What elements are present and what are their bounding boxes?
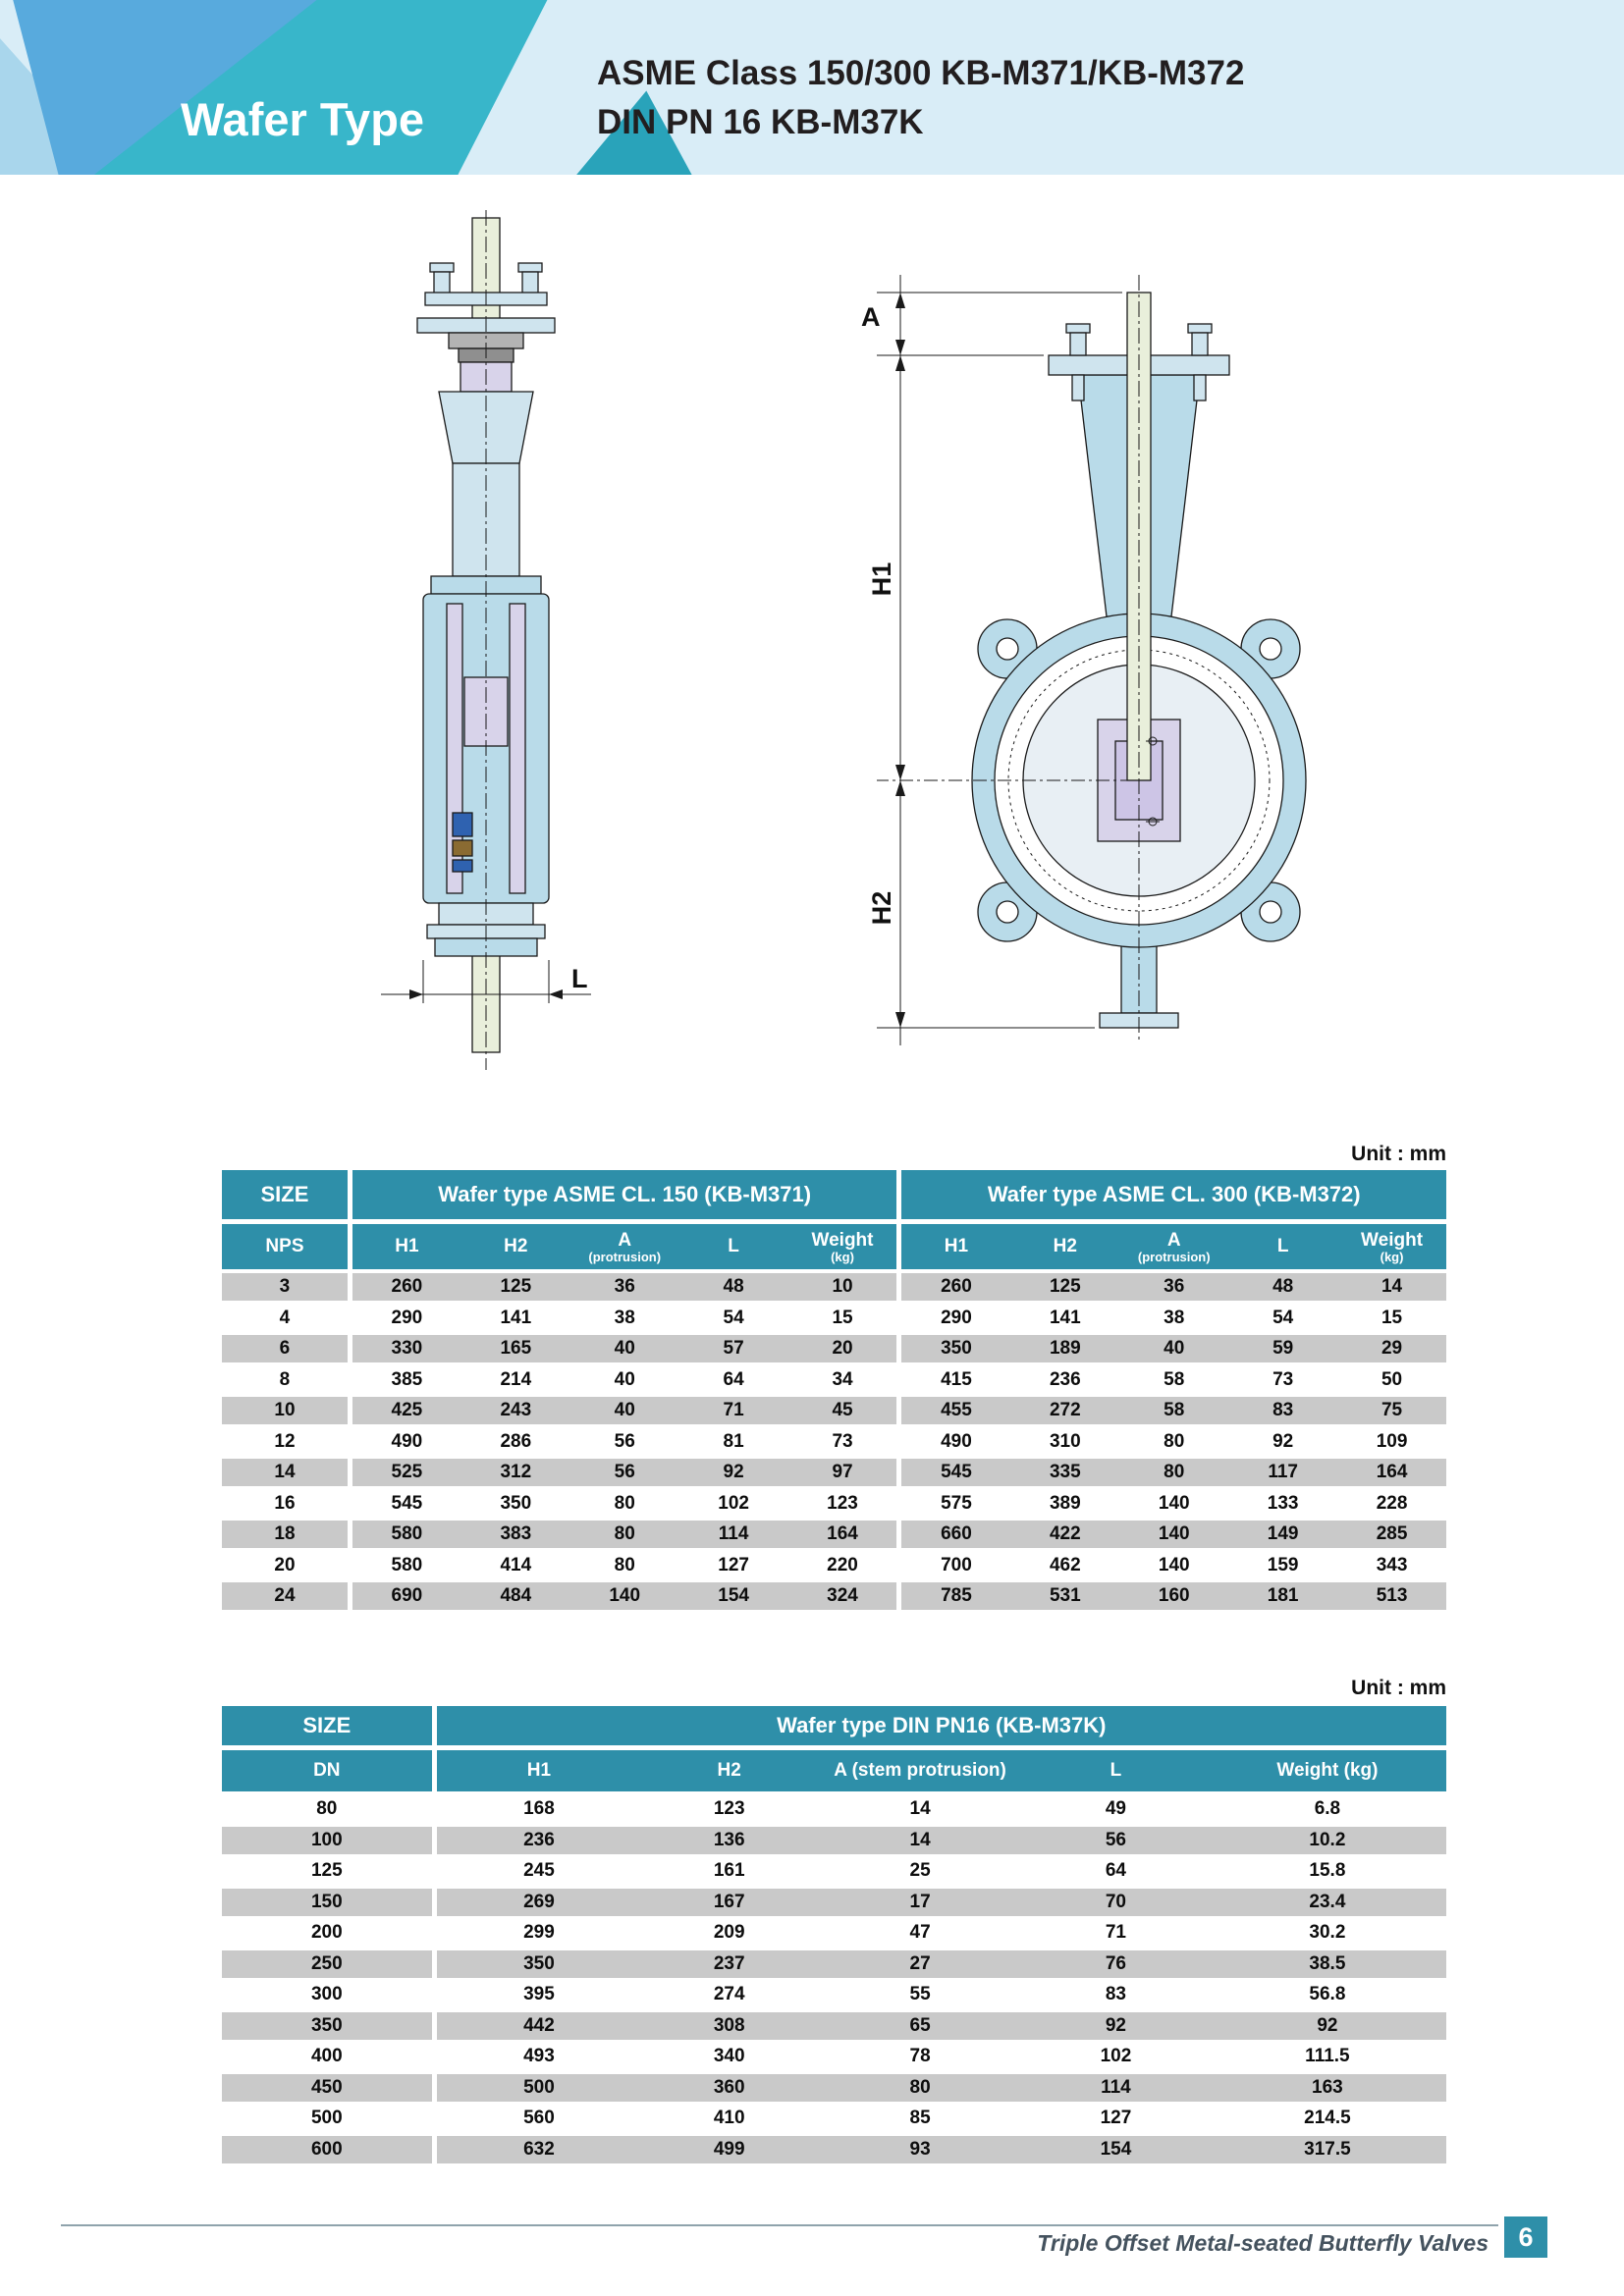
table-cell: 340 (713, 2046, 745, 2066)
table-cell: 56 (570, 1459, 679, 1486)
table-subheader-row (222, 1224, 1446, 1269)
table-subheader-row (222, 1750, 1446, 1791)
table-cell: 310 (1049, 1430, 1081, 1452)
table-row (222, 1521, 1446, 1548)
table-row (222, 1335, 1446, 1362)
table-cell: Weight (kg) (1337, 1224, 1446, 1269)
table-cell: 125 (461, 1273, 570, 1301)
table-cell: 14 (1337, 1273, 1446, 1301)
page-number-badge: 6 (1504, 2216, 1547, 2258)
table-cell: 400 (310, 2046, 343, 2066)
table-cell: NPS (222, 1224, 348, 1269)
table-cell: 410 (713, 2108, 745, 2128)
table-cell: 141 (1049, 1307, 1081, 1328)
table-cell: 500 (437, 2074, 642, 2102)
table-cell: 15 (832, 1307, 853, 1328)
table-cell: 6 (222, 1335, 348, 1362)
table-cell: 250 (222, 1950, 432, 1978)
table-cell: 140 (1158, 1492, 1190, 1514)
table-cell: 450 (222, 2074, 432, 2102)
table-cell: 286 (500, 1430, 532, 1452)
table-cell: Weight (kg) (788, 1224, 897, 1269)
bolt-hole (997, 901, 1018, 923)
table-cell: A (protrusion) (570, 1224, 679, 1269)
table-cell: 18 (222, 1521, 348, 1548)
table-cell: 140 (570, 1582, 679, 1610)
seat-ring (453, 813, 472, 836)
table-cell: 189 (1010, 1335, 1119, 1362)
table-cell: 236 (437, 1827, 642, 1854)
table-cell: 260 (352, 1273, 461, 1301)
table-cell: 29 (1337, 1335, 1446, 1362)
table-row (222, 1428, 1446, 1456)
table-cell: 214 (500, 1368, 532, 1390)
table-cell: 580 (352, 1521, 461, 1548)
table-cell: 92 (1209, 2012, 1446, 2040)
table-cell: 92 (1023, 2012, 1209, 2040)
footer-text: Triple Offset Metal-seated Butterfly Valves (1037, 2230, 1489, 2256)
table-cell: 220 (827, 1554, 858, 1575)
table-cell: Wafer type ASME CL. 300 (KB-M372) (901, 1170, 1446, 1219)
table-cell: 149 (1228, 1521, 1337, 1548)
table-cell: 54 (723, 1307, 744, 1328)
table-cell: 80 (614, 1492, 635, 1514)
table-cell: 92 (679, 1459, 788, 1486)
table-cell: 360 (641, 2074, 817, 2102)
table-cell: 64 (1105, 1860, 1126, 1881)
table-cell: 299 (523, 1922, 555, 1943)
table-cell: 80 (1164, 1430, 1185, 1452)
table-cell: 236 (1049, 1368, 1081, 1390)
bolt-hole (1260, 901, 1281, 923)
table-cell: 58 (1119, 1397, 1228, 1424)
table-cell: 383 (461, 1521, 570, 1548)
table-cell: 114 (679, 1521, 788, 1548)
table-row (222, 1889, 1446, 1916)
table-cell: 97 (788, 1459, 897, 1486)
table-cell: 545 (901, 1459, 1010, 1486)
table-cell: 58 (1164, 1368, 1185, 1390)
table-cell: 200 (310, 1922, 343, 1943)
table-cell: 312 (461, 1459, 570, 1486)
table-cell: 140 (1158, 1554, 1190, 1575)
table-cell: 38 (614, 1307, 635, 1328)
table-cell: H1 (901, 1224, 1010, 1269)
table-cell: 10 (788, 1273, 897, 1301)
table-cell: 45 (788, 1397, 897, 1424)
table-cell: 8 (279, 1368, 291, 1390)
table-cell: 165 (461, 1335, 570, 1362)
table-cell: 100 (222, 1827, 432, 1854)
table-cell: 154 (679, 1582, 788, 1610)
table-cell: 161 (713, 1860, 745, 1881)
table-cell: 55 (909, 1984, 931, 2004)
table-cell: 500 (310, 2108, 343, 2128)
table-cell: 133 (1267, 1492, 1299, 1514)
table-cell: 14 (222, 1459, 348, 1486)
table-cell: 49 (1105, 1798, 1126, 1819)
table-cell: 140 (1119, 1521, 1228, 1548)
table-cell: 163 (1209, 2074, 1446, 2102)
table-cell: 81 (723, 1430, 744, 1452)
table-cell: 56 (614, 1430, 635, 1452)
page-title-line1: ASME Class 150/300 KB-M371/KB-M372 (597, 54, 1245, 92)
table-cell: 54 (1272, 1307, 1294, 1328)
table-cell: 78 (909, 2046, 931, 2066)
table-cell: 285 (1337, 1521, 1446, 1548)
table-cell: 141 (500, 1307, 532, 1328)
asme-dimension-table (222, 1170, 1446, 1614)
table-cell: 93 (817, 2136, 1023, 2163)
table-cell: 80 (1119, 1459, 1228, 1486)
table-row (222, 1490, 1446, 1518)
table-cell: 350 (437, 1950, 642, 1978)
table-cell: 442 (437, 2012, 642, 2040)
table-cell: Weight (kg) (1209, 1750, 1446, 1791)
section-banner-label: Wafer Type (180, 93, 425, 145)
table-cell: 324 (788, 1582, 897, 1610)
table-row (222, 2105, 1446, 2132)
table-cell: 493 (523, 2046, 555, 2066)
table-cell: 109 (1376, 1430, 1408, 1452)
table-cell: 125 (1010, 1273, 1119, 1301)
table-cell: A (protrusion) (1119, 1224, 1228, 1269)
table-row (222, 1273, 1446, 1301)
table-cell: 38.5 (1209, 1950, 1446, 1978)
table-row (222, 1366, 1446, 1394)
table-cell: 237 (641, 1950, 817, 1978)
table-cell: 274 (713, 1984, 745, 2004)
table-cell: 30.2 (1309, 1922, 1346, 1943)
table-cell: 73 (832, 1430, 853, 1452)
table-cell: 330 (352, 1335, 461, 1362)
table-cell: 15.8 (1309, 1860, 1346, 1881)
page-header (0, 0, 1624, 175)
table-row (222, 2074, 1446, 2102)
table-cell: 36 (570, 1273, 679, 1301)
table-cell: 414 (500, 1554, 532, 1575)
table-cell: 350 (500, 1492, 532, 1514)
table-cell: 15 (1380, 1307, 1403, 1328)
table-row (222, 1552, 1446, 1579)
valve-section-drawing (324, 206, 648, 1109)
table-cell: 335 (1010, 1459, 1119, 1486)
table-cell: 154 (1023, 2136, 1209, 2163)
unit-label-asme: Unit : mm (1351, 1143, 1446, 1165)
table-cell: Wafer type DIN PN16 (KB-M37K) (437, 1706, 1446, 1745)
table-row (222, 1459, 1446, 1486)
table-cell: 545 (391, 1492, 423, 1514)
table-cell: 422 (1010, 1521, 1119, 1548)
table-cell: 83 (1105, 1984, 1126, 2004)
table-cell: 350 (901, 1335, 1010, 1362)
table-cell: SIZE (222, 1170, 348, 1219)
table-cell: 490 (391, 1430, 423, 1452)
table-cell: 209 (713, 1922, 745, 1943)
table-cell: 269 (437, 1889, 642, 1916)
table-cell: 260 (901, 1273, 1010, 1301)
table-cell: 159 (1267, 1554, 1299, 1575)
table-cell: 47 (909, 1922, 931, 1943)
footer-rule (61, 2224, 1498, 2226)
table-cell: 80 (817, 2074, 1023, 2102)
table-cell: 71 (679, 1397, 788, 1424)
table-cell: 125 (310, 1860, 343, 1881)
page-title-line2: DIN PN 16 KB-M37K (597, 103, 924, 141)
table-cell: H2 (461, 1224, 570, 1269)
table-cell: 36 (1119, 1273, 1228, 1301)
table-cell: 136 (641, 1827, 817, 1854)
table-cell: 76 (1023, 1950, 1209, 1978)
table-cell: 80 (316, 1798, 338, 1819)
table-cell: 117 (1228, 1459, 1337, 1486)
table-row (222, 1950, 1446, 1978)
table-cell: 50 (1380, 1368, 1403, 1390)
unit-label-din: Unit : mm (1351, 1677, 1446, 1699)
table-cell: 70 (1023, 1889, 1209, 1916)
table-cell: 513 (1337, 1582, 1446, 1610)
table-cell: SIZE (222, 1706, 432, 1745)
table-cell: 14 (909, 1798, 931, 1819)
table-cell: 20 (274, 1554, 296, 1575)
table-cell: 4 (279, 1307, 291, 1328)
table-cell: 228 (1376, 1492, 1408, 1514)
dim-label-a: A (861, 302, 881, 332)
dim-label-h2: H2 (867, 890, 896, 926)
table-cell: 102 (1100, 2046, 1132, 2066)
table-cell: 25 (909, 1860, 931, 1881)
table-cell: 27 (817, 1950, 1023, 1978)
table-cell: 102 (718, 1492, 749, 1514)
table-cell: 38 (1164, 1307, 1185, 1328)
table-cell: H1 (352, 1224, 461, 1269)
table-row (222, 1919, 1446, 1947)
table-cell: 425 (352, 1397, 461, 1424)
table-row (222, 2012, 1446, 2040)
table-cell: 525 (352, 1459, 461, 1486)
table-cell: 59 (1228, 1335, 1337, 1362)
table-cell: 34 (832, 1368, 853, 1390)
table-cell: 73 (1272, 1368, 1294, 1390)
table-cell: 243 (461, 1397, 570, 1424)
table-cell: 580 (391, 1554, 423, 1575)
table-cell: 167 (641, 1889, 817, 1916)
table-cell: 300 (310, 1984, 343, 2004)
table-cell: 114 (1023, 2074, 1209, 2102)
table-cell: H2 (641, 1750, 817, 1791)
table-row (222, 1827, 1446, 1854)
table-cell: 10.2 (1209, 1827, 1446, 1854)
table-row (222, 2043, 1446, 2070)
table-cell: H2 (1010, 1224, 1119, 1269)
table-row (222, 2136, 1446, 2163)
table-cell: 600 (222, 2136, 432, 2163)
table-cell: 83 (1228, 1397, 1337, 1424)
table-cell: H1 (437, 1750, 642, 1791)
din-dimension-table (222, 1706, 1446, 2166)
table-cell: 80 (570, 1521, 679, 1548)
table-cell: 48 (1228, 1273, 1337, 1301)
table-cell: 12 (274, 1430, 296, 1452)
valve-front-drawing (839, 206, 1370, 1109)
table-cell: 490 (941, 1430, 972, 1452)
table-cell: 560 (523, 2108, 555, 2128)
table-cell: 214.5 (1304, 2108, 1351, 2128)
table-cell: 65 (817, 2012, 1023, 2040)
table-cell: 48 (679, 1273, 788, 1301)
table-cell: 700 (941, 1554, 972, 1575)
table-cell: L (679, 1224, 788, 1269)
table-cell: 20 (788, 1335, 897, 1362)
table-cell: 85 (909, 2108, 931, 2128)
table-cell: 160 (1119, 1582, 1228, 1610)
table-cell: 168 (523, 1798, 555, 1819)
table-cell: 785 (901, 1582, 1010, 1610)
table-row (222, 1582, 1446, 1610)
table-cell: 455 (901, 1397, 1010, 1424)
table-cell: 415 (941, 1368, 972, 1390)
table-cell: 14 (817, 1827, 1023, 1854)
table-cell: 350 (222, 2012, 432, 2040)
table-cell: 308 (641, 2012, 817, 2040)
table-cell: 632 (437, 2136, 642, 2163)
table-cell: 462 (1049, 1554, 1081, 1575)
table-cell: 17 (817, 1889, 1023, 1916)
table-cell: 24 (222, 1582, 348, 1610)
table-row (222, 1397, 1446, 1424)
table-cell: 6.8 (1314, 1798, 1341, 1819)
table-cell: 343 (1376, 1554, 1408, 1575)
table-cell: A (stem protrusion) (817, 1750, 1023, 1791)
table-cell: DN (222, 1750, 432, 1791)
table-cell: 23.4 (1209, 1889, 1446, 1916)
table-cell: 10 (222, 1397, 348, 1424)
table-cell: 92 (1272, 1430, 1294, 1452)
table-cell: 127 (718, 1554, 749, 1575)
table-cell: 111.5 (1305, 2046, 1350, 2066)
table-cell: 290 (941, 1307, 972, 1328)
table-cell: 317.5 (1209, 2136, 1446, 2163)
table-row (222, 1981, 1446, 2008)
table-cell: 127 (1100, 2108, 1132, 2128)
table-cell: 484 (461, 1582, 570, 1610)
table-cell: 660 (901, 1521, 1010, 1548)
table-cell: 389 (1049, 1492, 1081, 1514)
bolt-hole (997, 638, 1018, 660)
table-row (222, 1795, 1446, 1823)
table-cell: 181 (1228, 1582, 1337, 1610)
table-cell: 56 (1023, 1827, 1209, 1854)
table-row (222, 1305, 1446, 1332)
table-cell: 123 (827, 1492, 858, 1514)
table-cell: 80 (614, 1554, 635, 1575)
table-cell: 690 (352, 1582, 461, 1610)
table-cell: 245 (523, 1860, 555, 1881)
table-cell: 123 (713, 1798, 745, 1819)
table-row (222, 1857, 1446, 1885)
table-group-header-row (222, 1170, 1446, 1219)
table-cell: 71 (1105, 1922, 1126, 1943)
table-cell: 290 (391, 1307, 423, 1328)
table-cell: 531 (1010, 1582, 1119, 1610)
table-cell: 75 (1337, 1397, 1446, 1424)
table-cell: 40 (614, 1368, 635, 1390)
bolt-hole (1260, 638, 1281, 660)
table-cell: 499 (641, 2136, 817, 2163)
table-cell: 57 (679, 1335, 788, 1362)
table-group-header-row (222, 1706, 1446, 1745)
table-cell: 56.8 (1309, 1984, 1346, 2004)
table-cell: 272 (1010, 1397, 1119, 1424)
table-cell: 3 (222, 1273, 348, 1301)
table-cell: 16 (274, 1492, 296, 1514)
table-cell: Wafer type ASME CL. 150 (KB-M371) (352, 1170, 897, 1219)
dim-label-h1: H1 (867, 561, 896, 597)
page-title (597, 49, 1244, 147)
dim-label-l: L (571, 964, 588, 993)
table-cell: 40 (1119, 1335, 1228, 1362)
table-cell: 395 (523, 1984, 555, 2004)
table-cell: 164 (1337, 1459, 1446, 1486)
table-cell: 164 (788, 1521, 897, 1548)
table-cell: 64 (723, 1368, 744, 1390)
table-cell: 575 (941, 1492, 972, 1514)
table-cell: 40 (570, 1397, 679, 1424)
table-cell: 40 (570, 1335, 679, 1362)
table-cell: L (1023, 1750, 1209, 1791)
table-cell: 150 (222, 1889, 432, 1916)
table-cell: L (1228, 1224, 1337, 1269)
table-cell: 385 (391, 1368, 423, 1390)
